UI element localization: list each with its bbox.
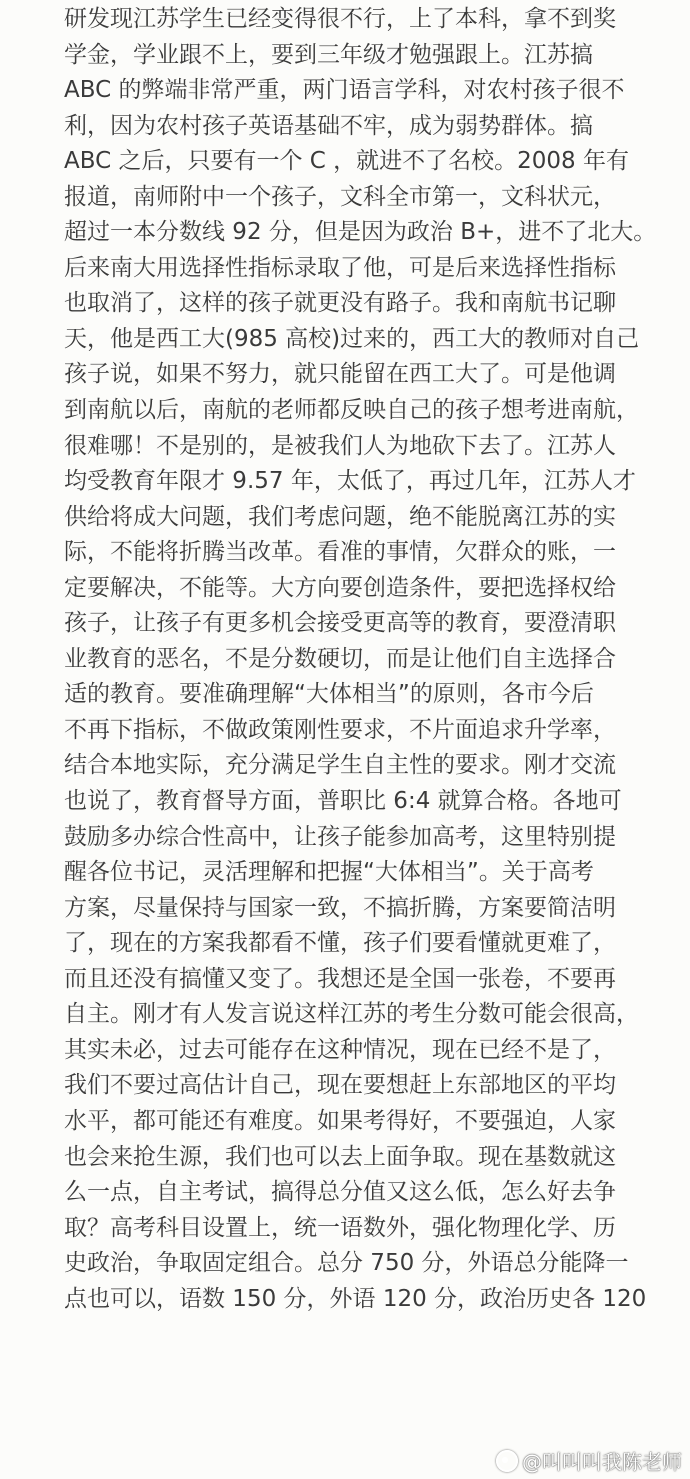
text-line: 醒各位书记，灵活理解和把握“大体相当”。关于高考 [64, 859, 594, 886]
text-line: 业教育的恶名，不是分数硬切，而是让他们自主选择合 [64, 645, 616, 672]
text-line: 自主。刚才有人发言说这样江苏的考生分数可能会很高， [64, 1001, 639, 1028]
text-line: 而且还没有搞懂又变了。我想还是全国一张卷，不要再 [64, 965, 616, 992]
text-line: 超过一本分数线 92 分，但是因为政治 B+，进不了北大。 [64, 219, 657, 246]
text-line: 方案，尽量保持与国家一致，不搞折腾，方案要简洁明 [64, 894, 616, 921]
text-line: 均受教育年限才 9.57 年，太低了，再过几年，江苏人才 [64, 468, 636, 495]
text-line: 供给将成大问题，我们考虑问题，绝不能脱离江苏的实 [64, 503, 616, 530]
text-line: 结合本地实际，充分满足学生自主性的要求。刚才交流 [64, 752, 616, 779]
text-line: 点也可以，语数 150 分，外语 120 分，政治历史各 120 [64, 1285, 647, 1312]
text-line: 孩子说，如果不努力，就只能留在西工大了。可是他调 [64, 361, 616, 388]
text-line: 定要解决，不能等。大方向要创造条件，要把选择权给 [64, 574, 616, 601]
text-line: 我们不要过高估计自己，现在要想赶上东部地区的平均 [64, 1072, 616, 1099]
text-line: 天，他是西工大(985 高校)过来的，西工大的教师对自己 [64, 325, 640, 352]
text-line: 孩子，让孩子有更多机会接受更高等的教育，要澄清职 [64, 610, 616, 637]
text-line: 学金，学业跟不上，要到三年级才勉强跟上。江苏搞 [64, 41, 593, 68]
text-line: 报道，南师附中一个孩子，文科全市第一，文科状元， [64, 183, 616, 210]
text-line: 后来南大用选择性指标录取了他，可是后来选择性指标 [64, 254, 616, 281]
text-line: 水平，都可能还有难度。如果考得好，不要强迫，人家 [64, 1107, 616, 1134]
text-line: 也说了，教育督导方面，普职比 6:4 就算合格。各地可 [64, 788, 622, 815]
text-line: 取？高考科目设置上，统一语数外，强化物理化学、历 [64, 1214, 616, 1241]
text-line: ABC 之后，只要有一个 C ，就进不了名校。2008 年有 [64, 148, 630, 175]
text-line: 了，现在的方案我都看不懂，孩子们要看懂就更难了， [64, 930, 616, 957]
text-line: 鼓励多办综合性高中，让孩子能参加高考，这里特别提 [64, 823, 616, 850]
text-line: 也取消了，这样的孩子就更没有路子。我和南航书记聊 [64, 290, 616, 317]
watermark-text: @叫叫叫我陈老师 [522, 1450, 682, 1474]
watermark [496, 1446, 682, 1475]
text-line: 不再下指标，不做政策刚性要求，不片面追求升学率， [64, 716, 616, 743]
article-body [64, 2, 657, 1317]
text-line: 么一点，自主考试，搞得总分值又这么低，怎么好去争 [64, 1179, 616, 1206]
text-line: ABC 的弊端非常严重，两门语言学科，对农村孩子很不 [64, 77, 625, 104]
weibo-icon [496, 1450, 518, 1472]
text-line: 研发现江苏学生已经变得很不行，上了本科，拿不到奖 [64, 6, 616, 32]
text-line: 很难哪！不是别的，是被我们人为地砍下去了。江苏人 [64, 432, 616, 459]
text-line: 其实未必，过去可能存在这种情况，现在已经不是了， [64, 1036, 616, 1063]
text-line: 到南航以后，南航的老师都反映自己的孩子想考进南航， [64, 397, 639, 424]
text-line: 利，因为农村孩子英语基础不牢，成为弱势群体。搞 [64, 112, 593, 139]
text-line: 际，不能将折腾当改革。看准的事情，欠群众的账，一 [64, 539, 616, 566]
text-line: 适的教育。要准确理解“大体相当”的原则，各市今后 [64, 681, 594, 708]
text-line: 也会来抢生源，我们也可以去上面争取。现在基数就这 [64, 1143, 616, 1170]
text-line: 史政治，争取固定组合。总分 750 分，外语总分能降一 [64, 1250, 629, 1277]
